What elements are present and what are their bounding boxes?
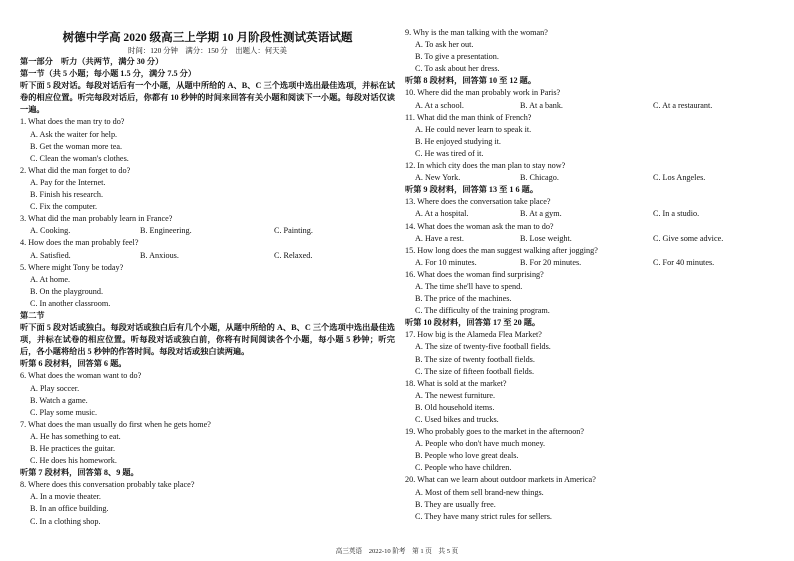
option-7c: C. He does his homework. [30, 456, 117, 466]
material-9-heading: 听第 9 段材料，回答第 13 至 1 6 题。 [405, 185, 539, 195]
question-12: 12. In which city does the man plan to stay now? [405, 161, 566, 171]
question-3: 3. What did the man probably learn in France? [20, 214, 173, 224]
option-8a: A. In a movie theater. [30, 492, 101, 502]
page-title: 树德中学高 2020 级高三上学期 10 月阶段性测试英语试题 [62, 31, 353, 44]
question-7: 7. What does the man usually do first when he gets home? [20, 419, 211, 429]
section2-instructions: 听下面 5 段对话或独白。每段对话或独白后有几个小题，从题中所给的 A、B、C 三个选项中选出最佳选项，并标在试卷的相应位置。听每段对话或独白前，你将有时间阅读各个小题，每小题 5 秒钟；听完后，各小题将给出 5 秒钟的作答时间。每段对话或独白读两遍。 [20, 323, 395, 357]
question-20: 20. What can we learn about outdoor markets in America? [405, 475, 596, 485]
option-12b: B. Chicago. [520, 173, 559, 183]
part-heading: 第一部分 听力（共两节，满分 30 分） [20, 57, 164, 66]
option-6b: B. Watch a game. [30, 395, 88, 405]
option-18c: C. Used bikes and trucks. [415, 415, 499, 424]
option-6c: C. Play some music. [30, 407, 98, 417]
option-18b: B. Old household items. [415, 402, 495, 412]
option-9b: B. To give a presentation. [415, 52, 499, 62]
options-13 [405, 208, 777, 220]
option-3c: C. Painting. [274, 226, 313, 236]
option-8b: B. In an office building. [30, 504, 109, 514]
material-10-heading: 听第 10 段材料，回答第 17 至 20 题。 [405, 318, 541, 328]
question-18: 18. What is sold at the market? [405, 378, 507, 388]
question-9: 9. Why is the man talking with the woman? [405, 28, 548, 37]
option-16a: A. The time she'll have to spend. [415, 281, 523, 291]
right-column [405, 0, 777, 523]
option-11a: A. He could never learn to speak it. [415, 124, 532, 134]
option-11b: B. He enjoyed studying it. [415, 136, 501, 146]
option-10a: A. At a school. [415, 100, 464, 110]
options-10 [405, 100, 777, 112]
section2-heading: 第二节 [20, 310, 45, 320]
question-5: 5. Where might Tony be today? [20, 262, 124, 272]
option-1c: C. Clean the woman's clothes. [30, 153, 129, 163]
option-19a: A. People who don't have much money. [415, 439, 546, 449]
options-15 [405, 257, 777, 269]
option-15a: A. For 10 minutes. [415, 257, 477, 267]
option-13a: A. At a hospital. [415, 209, 469, 219]
section1-instructions: 听下面 5 段对话。每段对话后有一个小题，从题中所给的 A、B、C 三个选项中选出最佳选项，并标在试卷的相应位置。听完每段对话后，你都有 10 秒钟的时间来回答有关小题和阅读下一小题。每段对话仅读一遍。 [20, 81, 395, 115]
option-4b: B. Anxious. [140, 250, 179, 260]
option-13b: B. At a gym. [520, 209, 562, 219]
option-3b: B. Engineering. [140, 226, 192, 236]
page-footer: 高三英语 2022-10 阶考 第 1 页 共 5 页 [335, 548, 459, 555]
question-6: 6. What does the woman want to do? [20, 371, 142, 381]
question-19: 19. Who probably goes to the market in the afternoon? [405, 427, 585, 437]
option-18a: A. The newest furniture. [415, 390, 496, 400]
question-11: 11. What did the man think of French? [405, 112, 532, 122]
option-2c: C. Fix the computer. [30, 202, 98, 212]
option-17c: C. The size of fifteen football fields. [415, 366, 534, 376]
question-4: 4. How does the man probably feel? [20, 238, 139, 248]
option-19b: B. People who love great deals. [415, 451, 519, 461]
section1-heading: 第一节（共 5 小题；每小题 1.5 分，满分 7.5 分） [20, 69, 197, 79]
option-8c: C. In a clothing shop. [30, 516, 101, 526]
option-3a: A. Cooking. [30, 226, 71, 236]
option-1a: A. Ask the waiter for help. [30, 129, 118, 139]
option-19c: C. People who have children. [415, 463, 512, 473]
left-column [20, 0, 395, 528]
option-12a: A. New York. [415, 173, 461, 183]
option-4a: A. Satisfied. [30, 250, 71, 260]
option-20a: A. Most of them sell brand-new things. [415, 487, 544, 497]
option-13c: C. In a studio. [653, 209, 700, 219]
option-2a: A. Pay for the Internet. [30, 177, 106, 187]
option-1b: B. Get the woman more tea. [30, 141, 123, 151]
option-5a: A. At home. [30, 274, 71, 284]
option-9a: A. To ask her out. [415, 40, 474, 50]
option-16c: C. The difficulty of the training program. [415, 306, 550, 316]
option-15b: B. For 20 minutes. [520, 257, 582, 267]
question-10: 10. Where did the man probably work in Paris? [405, 88, 561, 98]
option-14c: C. Give some advice. [653, 233, 724, 243]
exam-meta: 时间：120 分钟 满分：150 分 出题人：何天美 [128, 46, 287, 55]
question-1: 1. What does the man try to do? [20, 117, 125, 127]
question-2: 2. What did the man forget to do? [20, 165, 131, 175]
question-8: 8. Where does this conversation probably take place? [20, 480, 195, 490]
options-3 [20, 225, 395, 237]
option-20c: C. They have many strict rules for sellers. [415, 511, 552, 521]
option-17b: B. The size of twenty football fields. [415, 354, 535, 364]
option-5b: B. On the playground. [30, 286, 103, 296]
material-6-heading: 听第 6 段材料，回答第 6 题。 [20, 359, 127, 369]
material-7-heading: 听第 7 段材料，回答第 8、9 题。 [20, 468, 139, 478]
option-5c: C. In another classroom. [30, 298, 111, 308]
question-15: 15. How long does the man suggest walking after jogging? [405, 245, 598, 255]
option-11c: C. He was tired of it. [415, 148, 484, 158]
option-16b: B. The price of the machines. [415, 294, 512, 304]
option-6a: A. Play soccer. [30, 383, 80, 393]
option-12c: C. Los Angeles. [653, 173, 706, 183]
option-7b: B. He practices the guitar. [30, 444, 116, 453]
question-14: 14. What does the woman ask the man to do? [405, 221, 554, 231]
option-10c: C. At a restaurant. [653, 100, 713, 110]
option-20b: B. They are usually free. [415, 499, 496, 509]
option-14a: A. Have a rest. [415, 233, 464, 243]
question-13: 13. Where does the conversation take place? [405, 197, 551, 207]
options-4 [20, 250, 395, 262]
option-10b: B. At a bank. [520, 100, 563, 110]
material-8-heading: 听第 8 段材料，回答第 10 至 12 题。 [405, 76, 537, 86]
option-15c: C. For 40 minutes. [653, 257, 715, 267]
options-14 [405, 233, 777, 245]
question-16: 16. What does the woman find surprising? [405, 269, 544, 279]
option-4c: C. Relaxed. [274, 250, 313, 260]
option-17a: A. The size of twenty-five football fields. [415, 342, 551, 352]
option-2b: B. Finish his research. [30, 190, 103, 200]
question-17: 17. How big is the Alameda Flea Market? [405, 330, 542, 340]
option-9c: C. To ask about her dress. [415, 64, 500, 74]
option-14b: B. Lose weight. [520, 233, 572, 243]
options-12 [405, 172, 777, 184]
option-7a: A. He has something to eat. [30, 431, 121, 441]
